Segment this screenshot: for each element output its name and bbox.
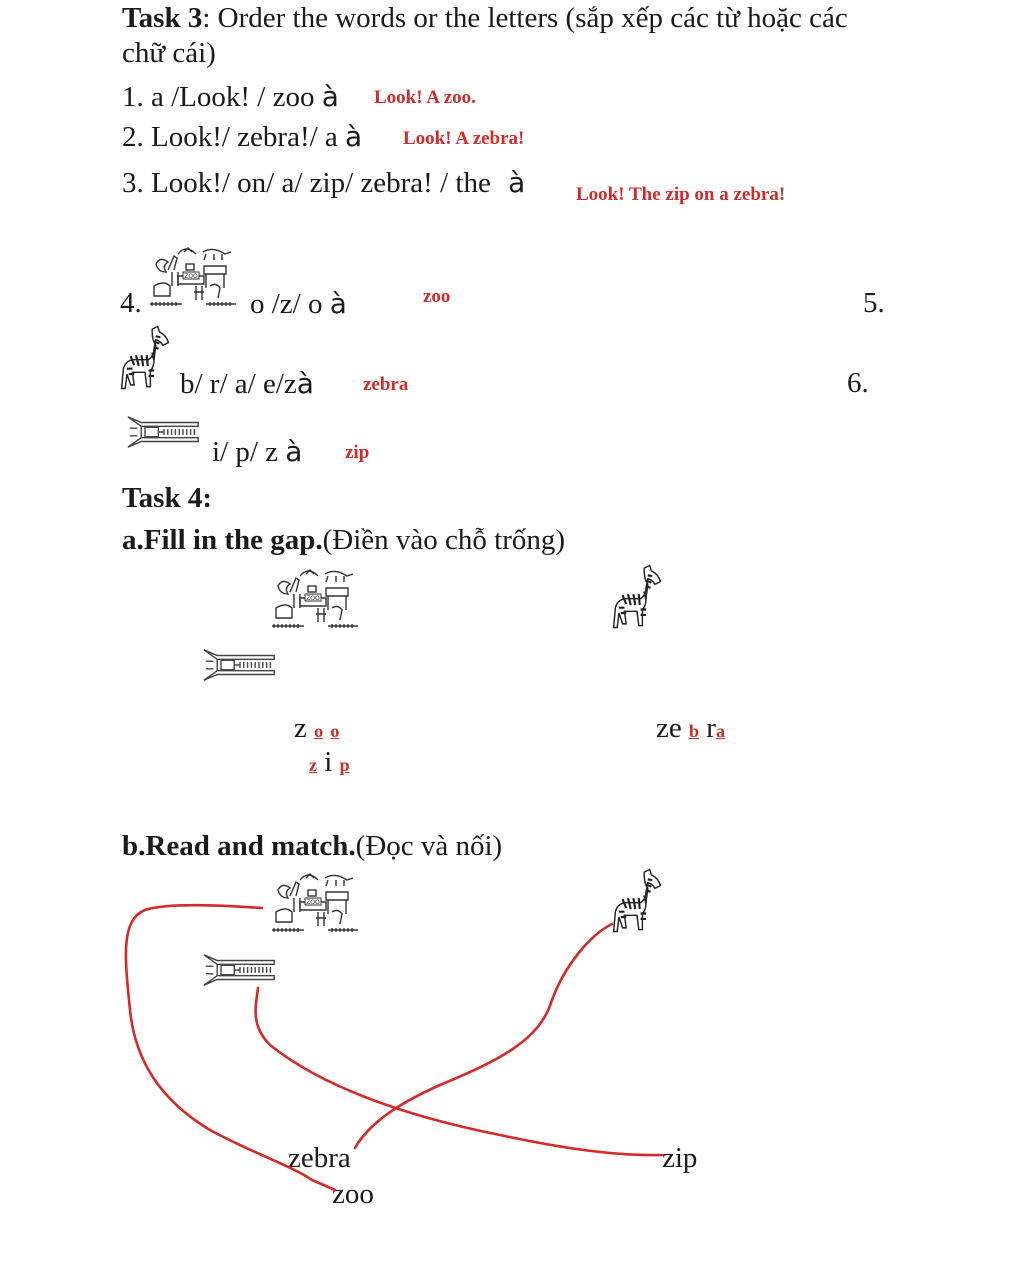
task3-heading-line2: chữ cái) [122, 37, 216, 69]
task3-item-2-answer: Look! A zebra! [403, 128, 525, 149]
arrow-glyph: à [345, 120, 363, 153]
task3-item-1-prompt: 1. a /Look! / zoo [122, 81, 315, 113]
task3-item-6-answer: zip [345, 442, 370, 463]
task3-item-4-number: 4. [120, 287, 142, 319]
fill-zebra-gap-2[interactable]: a [715, 721, 725, 741]
fill-zoo-word [294, 712, 339, 745]
task3-item-3 [122, 166, 525, 200]
task4a-heading [122, 524, 565, 557]
task3-heading [122, 2, 848, 35]
task3-item-6 [212, 435, 302, 469]
task3-item-5 [180, 367, 314, 401]
zip-icon [126, 412, 202, 452]
task3-item-4-prompt: o /z/ o [250, 288, 323, 320]
zoo-icon [270, 868, 360, 938]
zoo-icon [270, 564, 360, 634]
match-line-zebra [355, 924, 612, 1148]
task3-item-2-prompt: 2. Look!/ zebra!/ a [122, 121, 338, 153]
zip-icon [202, 950, 278, 990]
task4b-heading-rest: (Đọc và nối) [355, 830, 503, 862]
task3-item-3-prompt: 3. Look!/ on/ a/ zip/ zebra! / the [122, 167, 491, 199]
fill-zip-word [309, 746, 350, 779]
task4a-heading-bold: a.Fill in the gap. [122, 524, 323, 556]
zebra-icon [610, 866, 664, 934]
zoo-icon [148, 242, 238, 312]
task4b-heading [122, 830, 502, 863]
task3-item-1 [122, 80, 339, 114]
task3-heading-bold: Task 3 [122, 2, 203, 34]
zebra-icon [118, 324, 172, 390]
task3-heading-rest: : Order the words or the letters (sắp xếp các từ hoặc các [202, 2, 848, 34]
match-word-zebra[interactable]: zebra [288, 1142, 351, 1174]
match-word-zoo[interactable]: zoo [332, 1178, 374, 1210]
arrow-glyph: à [508, 166, 526, 199]
task3-item-6-prompt: i/ p/ z [212, 436, 279, 468]
task4a-heading-rest: (Điền vào chỗ trống) [322, 524, 566, 556]
fill-zoo-prefix: z [294, 712, 307, 744]
fill-zebra-word [656, 712, 725, 745]
fill-zoo-gap-1[interactable]: o [314, 721, 324, 741]
fill-zoo-gap-2[interactable]: o [330, 721, 340, 741]
task3-item-6-number: 6. [847, 367, 869, 399]
fill-zebra-mid: r [706, 712, 716, 744]
fill-zebra-prefix: ze [656, 712, 682, 744]
match-word-zip[interactable]: zip [662, 1142, 698, 1174]
arrow-glyph: à [296, 367, 314, 400]
task4b-heading-bold: b.Read and match. [122, 830, 356, 862]
task4-heading: Task 4: [122, 482, 213, 514]
task3-item-5-answer: zebra [363, 374, 409, 395]
arrow-glyph: à [321, 80, 339, 113]
fill-zip-gap-1[interactable]: z [309, 755, 317, 775]
arrow-glyph: à [285, 435, 303, 468]
zebra-icon [610, 562, 664, 630]
task3-item-5-number: 5. [863, 287, 885, 319]
task3-item-4-answer: zoo [423, 286, 451, 307]
match-line-zip [256, 988, 662, 1155]
fill-zebra-gap-1[interactable]: b [689, 721, 700, 741]
fill-zip-gap-2[interactable]: p [339, 755, 350, 775]
fill-zip-mid: i [324, 746, 333, 778]
task3-item-1-answer: Look! A zoo. [374, 87, 476, 108]
task3-item-2 [122, 120, 362, 154]
task3-item-3-answer: Look! The zip on a zebra! [576, 184, 786, 205]
zip-icon [202, 645, 278, 685]
arrow-glyph: à [329, 287, 347, 320]
task3-item-4 [250, 287, 347, 321]
task3-item-5-prompt: b/ r/ a/ e/z [180, 368, 297, 400]
